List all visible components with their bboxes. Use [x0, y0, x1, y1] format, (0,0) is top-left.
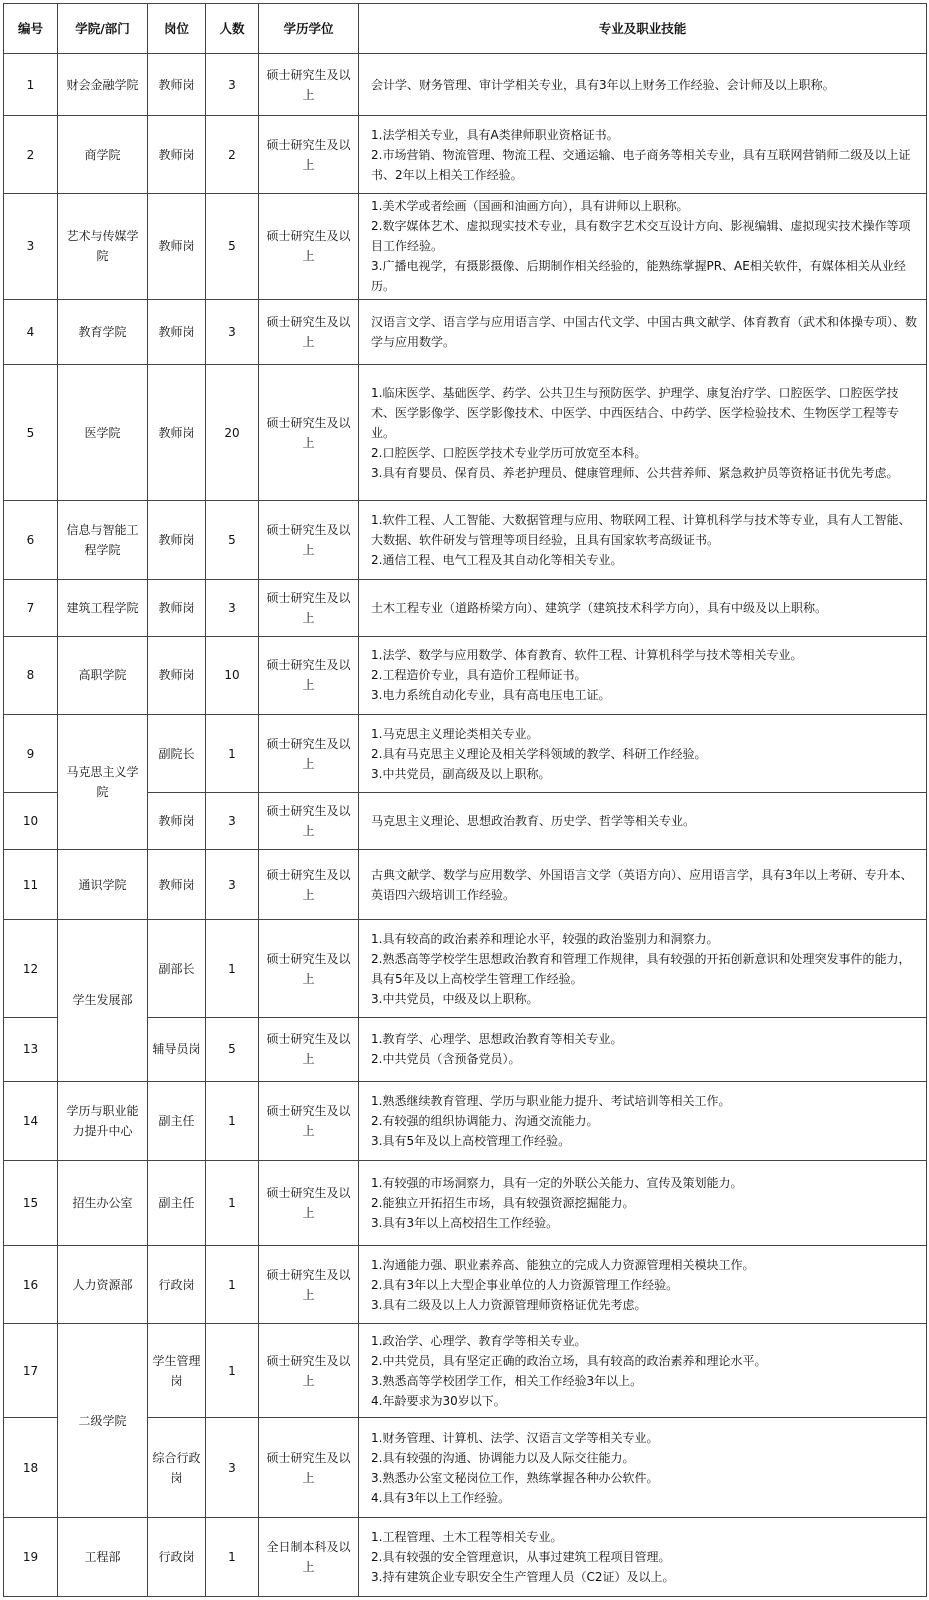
cell-count: 3 [206, 299, 259, 364]
header-req: 专业及职业技能 [359, 4, 927, 54]
cell-edu: 硕士研究生及以上 [259, 579, 359, 636]
cell-dept: 二级学院 [58, 1324, 148, 1518]
requirement-line: 2.有较强的组织协调能力、沟通交流能力。 [371, 1113, 599, 1128]
requirement-line: 3.熟悉高等学校团学工作，相关工作经验3年以上。 [371, 1373, 643, 1388]
requirement-line: 会计学、财务管理、审计学相关专业，具有3年以上财务工作经验、会计师及以上职称。 [371, 77, 835, 92]
cell-post: 行政岗 [148, 1518, 206, 1597]
requirement-line: 古典文献学、数学与应用数学、外国语言文学（英语方向）、应用语言学，具有3年以上考研、专升本、英语四六级培训工作经验。 [371, 867, 913, 902]
requirement-line: 3.具有5年及以上高校管理工作经验。 [371, 1133, 571, 1148]
cell-requirements [359, 579, 927, 636]
cell-count: 2 [206, 116, 259, 194]
cell-requirements [359, 500, 927, 579]
cell-count: 3 [206, 792, 259, 849]
cell-count: 1 [206, 1324, 259, 1418]
requirement-line: 2.能独立开拓招生市场，具有较强资源挖掘能力。 [371, 1195, 635, 1210]
cell-dept: 通识学院 [58, 849, 148, 919]
cell-post: 综合行政岗 [148, 1418, 206, 1518]
requirement-line: 1.软件工程、人工智能、大数据管理与应用、物联网工程、计算机科学与技术等专业，具有人工智能、大数据、软件研发与管理等项目经验，且具有国家软考高级证书。 [371, 512, 911, 547]
requirement-line: 1.马克思主义理论类相关专业。 [371, 726, 539, 741]
cell-requirements [359, 193, 927, 299]
cell-dept: 财会金融学院 [58, 54, 148, 116]
header-count: 人数 [206, 4, 259, 54]
cell-count: 1 [206, 715, 259, 793]
requirement-line: 2.中共党员，具有坚定正确的政治立场，具有较高的政治素养和理论水平。 [371, 1353, 767, 1368]
requirement-line: 马克思主义理论、思想政治教育、历史学、哲学等相关专业。 [371, 813, 696, 828]
cell-requirements [359, 636, 927, 715]
cell-edu: 硕士研究生及以上 [259, 715, 359, 793]
requirement-line: 汉语言文学、语言学与应用语言学、中国古代文学、中国古典文献学、体育教育（武术和体操专项）、数学与应用数学。 [371, 315, 918, 350]
cell-no: 10 [4, 792, 58, 849]
header-post: 岗位 [148, 4, 206, 54]
requirement-line: 土木工程专业（道路桥梁方向）、建筑学（建筑技术科学方向），具有中级及以上职称。 [371, 600, 828, 615]
cell-requirements [359, 1245, 927, 1324]
cell-edu: 硕士研究生及以上 [259, 1161, 359, 1246]
requirement-line: 1.政治学、心理学、教育学等相关专业。 [371, 1333, 587, 1348]
requirement-line: 2.具有较强的安全管理意识，从事过建筑工程项目管理。 [371, 1550, 671, 1565]
requirement-line: 2.通信工程、电气工程及其自动化等相关专业。 [371, 552, 623, 567]
requirement-line: 2.工程造价专业，具有造价工程师证书。 [371, 668, 587, 683]
cell-post: 副主任 [148, 1161, 206, 1246]
cell-requirements [359, 849, 927, 919]
header-dept: 学院/部门 [58, 4, 148, 54]
cell-no: 16 [4, 1245, 58, 1324]
cell-edu: 硕士研究生及以上 [259, 1418, 359, 1518]
requirement-line: 1.临床医学、基础医学、药学、公共卫生与预防医学、护理学、康复治疗学、口腔医学、口腔医学技术、医学影像学、医学影像技术、中医学、中西医结合、中药学、医学检验技术、生物医学工程等专业。 [371, 385, 900, 440]
cell-edu: 硕士研究生及以上 [259, 193, 359, 299]
requirement-line: 1.法学相关专业，具有A类律师职业资格证书。 [371, 127, 619, 142]
requirement-line: 2.熟悉高等学校学生思想政治教育和管理工作规律，具有较强的开拓创新意识和处理突发事件的能力，具有5年及以上高校学生管理工作经验。 [371, 951, 911, 986]
requirement-line: 4.具有3年以上工作经验。 [371, 1490, 511, 1505]
cell-no: 15 [4, 1161, 58, 1246]
table-row [4, 1245, 927, 1324]
cell-dept: 艺术与传媒学院 [58, 193, 148, 299]
cell-requirements [359, 54, 927, 116]
cell-requirements [359, 116, 927, 194]
cell-edu: 硕士研究生及以上 [259, 54, 359, 116]
requirement-line: 2.数字媒体艺术、虚拟现实技术专业，具有数字艺术交互设计方向、影视编辑、虚拟现实技术操作等项目工作经验。 [371, 219, 911, 254]
cell-no: 11 [4, 849, 58, 919]
cell-no: 8 [4, 636, 58, 715]
cell-post: 副主任 [148, 1081, 206, 1161]
cell-count: 1 [206, 1518, 259, 1597]
requirement-line: 2.市场营销、物流管理、物流工程、交通运输、电子商务等相关专业，具有互联网营销师二级及以上证书、2年以上相关工作经验。 [371, 147, 911, 182]
cell-edu: 硕士研究生及以上 [259, 1245, 359, 1324]
table-row [4, 365, 927, 501]
cell-dept: 人力资源部 [58, 1245, 148, 1324]
table-row [4, 193, 927, 299]
cell-edu: 全日制本科及以上 [259, 1518, 359, 1597]
cell-count: 3 [206, 849, 259, 919]
cell-no: 14 [4, 1081, 58, 1161]
header-no: 编号 [4, 4, 58, 54]
requirement-line: 3.具有育婴员、保育员、养老护理员、健康管理师、公共营养师、紧急救护员等资格证书优先考虑。 [371, 465, 899, 480]
requirement-line: 3.中共党员，副高级及以上职称。 [371, 766, 551, 781]
cell-count: 1 [206, 1245, 259, 1324]
cell-no: 12 [4, 920, 58, 1018]
cell-edu: 硕士研究生及以上 [259, 299, 359, 364]
cell-post: 学生管理岗 [148, 1324, 206, 1418]
table-row [4, 636, 927, 715]
cell-no: 17 [4, 1324, 58, 1418]
cell-count: 1 [206, 920, 259, 1018]
header-row [4, 4, 927, 54]
table-row [4, 715, 927, 793]
cell-post: 教师岗 [148, 193, 206, 299]
cell-edu: 硕士研究生及以上 [259, 1324, 359, 1418]
requirement-line: 4.年龄要求为30岁以下。 [371, 1393, 506, 1408]
table-row [4, 920, 927, 1018]
cell-edu: 硕士研究生及以上 [259, 849, 359, 919]
requirement-line: 1.教育学、心理学、思想政治教育等相关专业。 [371, 1032, 623, 1047]
cell-requirements [359, 1161, 927, 1246]
cell-post: 辅导员岗 [148, 1018, 206, 1081]
cell-count: 3 [206, 54, 259, 116]
table-row [4, 579, 927, 636]
requirement-line: 2.具有较强的沟通、协调能力以及人际交往能力。 [371, 1450, 635, 1465]
cell-requirements [359, 715, 927, 793]
cell-dept: 工程部 [58, 1518, 148, 1597]
cell-post: 副院长 [148, 715, 206, 793]
cell-no: 19 [4, 1518, 58, 1597]
requirement-line: 3.具有3年以上高校招生工作经验。 [371, 1215, 559, 1230]
cell-edu: 硕士研究生及以上 [259, 1081, 359, 1161]
cell-no: 9 [4, 715, 58, 793]
table-row [4, 1081, 927, 1161]
cell-edu: 硕士研究生及以上 [259, 500, 359, 579]
requirement-line: 2.具有马克思主义理论及相关学科领域的教学、科研工作经验。 [371, 746, 707, 761]
cell-requirements [359, 1018, 927, 1081]
cell-count: 10 [206, 636, 259, 715]
table-row [4, 1161, 927, 1246]
cell-requirements [359, 365, 927, 501]
cell-post: 教师岗 [148, 500, 206, 579]
requirement-line: 3.中共党员，中级及以上职称。 [371, 991, 539, 1006]
cell-edu: 硕士研究生及以上 [259, 636, 359, 715]
cell-post: 行政岗 [148, 1245, 206, 1324]
cell-post: 教师岗 [148, 365, 206, 501]
cell-no: 7 [4, 579, 58, 636]
cell-dept: 招生办公室 [58, 1161, 148, 1246]
requirement-line: 1.工程管理、土木工程等相关专业。 [371, 1530, 563, 1545]
cell-requirements [359, 1418, 927, 1518]
requirement-line: 1.财务管理、计算机、法学、汉语言文学等相关专业。 [371, 1430, 659, 1445]
table-row [4, 1324, 927, 1418]
requirement-line: 3.广播电视学，有摄影摄像、后期制作相关经验的，能熟练掌握PR、AE相关软件，有媒体相关从业经历。 [371, 259, 906, 294]
cell-no: 13 [4, 1018, 58, 1081]
cell-count: 1 [206, 1081, 259, 1161]
cell-edu: 硕士研究生及以上 [259, 1018, 359, 1081]
cell-no: 18 [4, 1418, 58, 1518]
cell-post: 教师岗 [148, 792, 206, 849]
cell-requirements [359, 792, 927, 849]
table-row [4, 299, 927, 364]
cell-count: 5 [206, 193, 259, 299]
cell-no: 5 [4, 365, 58, 501]
cell-dept: 信息与智能工程学院 [58, 500, 148, 579]
cell-post: 副部长 [148, 920, 206, 1018]
cell-edu: 硕士研究生及以上 [259, 365, 359, 501]
cell-requirements [359, 1081, 927, 1161]
cell-post: 教师岗 [148, 299, 206, 364]
cell-requirements [359, 1518, 927, 1597]
requirement-line: 2.具有3年以上大型企事业单位的人力资源管理工作经验。 [371, 1277, 679, 1292]
table-row [4, 116, 927, 194]
cell-requirements [359, 1324, 927, 1418]
table-row [4, 500, 927, 579]
cell-dept: 建筑工程学院 [58, 579, 148, 636]
recruitment-table [3, 3, 927, 1597]
requirement-line: 1.沟通能力强、职业素养高、能独立的完成人力资源管理相关模块工作。 [371, 1257, 755, 1272]
cell-dept: 学生发展部 [58, 920, 148, 1081]
table-body [4, 54, 927, 1597]
cell-dept: 高职学院 [58, 636, 148, 715]
cell-count: 1 [206, 1161, 259, 1246]
cell-dept: 马克思主义学院 [58, 715, 148, 850]
requirement-line: 1.熟悉继续教育管理、学历与职业能力提升、考试培训等相关工作。 [371, 1093, 731, 1108]
cell-count: 5 [206, 1018, 259, 1081]
header-edu: 学历学位 [259, 4, 359, 54]
cell-count: 20 [206, 365, 259, 501]
requirement-line: 1.有较强的市场洞察力，具有一定的外联公关能力、宣传及策划能力。 [371, 1175, 743, 1190]
table-row [4, 54, 927, 116]
requirement-line: 3.具有二级及以上人力资源管理师资格证优先考虑。 [371, 1297, 647, 1312]
requirement-line: 2.中共党员（含预备党员）。 [371, 1052, 521, 1067]
cell-count: 5 [206, 500, 259, 579]
requirement-line: 1.美术学或者绘画（国画和油画方向），具有讲师以上职称。 [371, 199, 689, 214]
cell-dept: 学历与职业能力提升中心 [58, 1081, 148, 1161]
cell-dept: 教育学院 [58, 299, 148, 364]
requirement-line: 3.持有建筑企业专职安全生产管理人员（C2证）及以上。 [371, 1570, 675, 1585]
cell-no: 3 [4, 193, 58, 299]
table-row [4, 1518, 927, 1597]
table-row [4, 849, 927, 919]
requirement-line: 3.熟悉办公室文秘岗位工作，熟练掌握各种办公软件。 [371, 1470, 659, 1485]
cell-dept: 商学院 [58, 116, 148, 194]
cell-post: 教师岗 [148, 849, 206, 919]
cell-count: 3 [206, 1418, 259, 1518]
cell-count: 3 [206, 579, 259, 636]
cell-no: 6 [4, 500, 58, 579]
cell-dept: 医学院 [58, 365, 148, 501]
requirement-line: 3.电力系统自动化专业，具有高电压电工证。 [371, 688, 611, 703]
cell-post: 教师岗 [148, 116, 206, 194]
cell-no: 2 [4, 116, 58, 194]
cell-post: 教师岗 [148, 579, 206, 636]
cell-edu: 硕士研究生及以上 [259, 792, 359, 849]
cell-post: 教师岗 [148, 636, 206, 715]
cell-requirements [359, 299, 927, 364]
cell-edu: 硕士研究生及以上 [259, 116, 359, 194]
cell-post: 教师岗 [148, 54, 206, 116]
cell-no: 1 [4, 54, 58, 116]
cell-requirements [359, 920, 927, 1018]
requirement-line: 1.具有较高的政治素养和理论水平，较强的政治鉴别力和洞察力。 [371, 931, 719, 946]
cell-no: 4 [4, 299, 58, 364]
cell-edu: 硕士研究生及以上 [259, 920, 359, 1018]
requirement-line: 2.口腔医学、口腔医学技术专业学历可放宽至本科。 [371, 445, 647, 460]
requirement-line: 1.法学、数学与应用数学、体育教育、软件工程、计算机科学与技术等相关专业。 [371, 648, 803, 663]
